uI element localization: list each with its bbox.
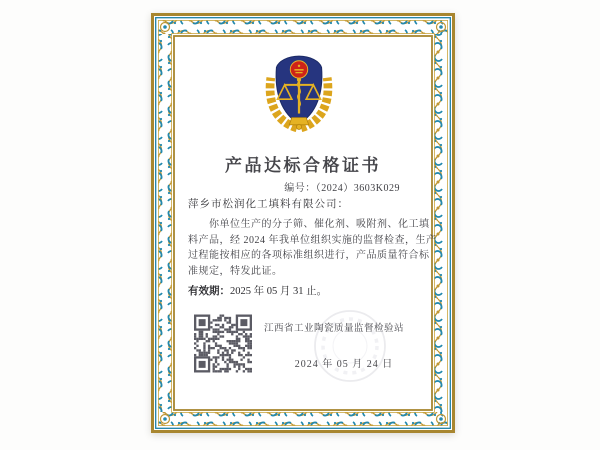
validity-value: 2025 年 05 月 31 止。 [230,286,328,297]
qr-code [194,313,252,374]
body-line: 过程能按相应的各项标准组织进行，产品质量符合标 [188,250,430,261]
serial-label: 编号： [284,183,316,194]
certificate [151,13,455,433]
quality-supervision-emblem-icon [261,50,337,132]
body-line: 料产品，经 2024 年我单位组织实施的监督检查，生产 [188,234,437,246]
faint-seal-icon [311,307,389,385]
issuer-name: 江西省工业陶瓷质量监督检验站 [263,324,404,334]
validity-label: 有效期： [188,286,230,297]
certificate-title: 产品达标合格证书 [225,156,381,175]
issue-date: 2024 年 05 月 24 日 [294,359,394,370]
body-line: 你单位生产的分子筛、催化剂、吸附剂、化工填 [209,219,430,230]
serial-number [284,179,400,194]
recipient-name: 萍乡市松润化工填料有限公司： [188,199,349,210]
serial-value: （2024）3603K029 [315,183,400,194]
certificate-body [188,217,437,279]
validity-line [188,283,327,298]
body-line: 准规定，特发此证。 [188,265,283,277]
